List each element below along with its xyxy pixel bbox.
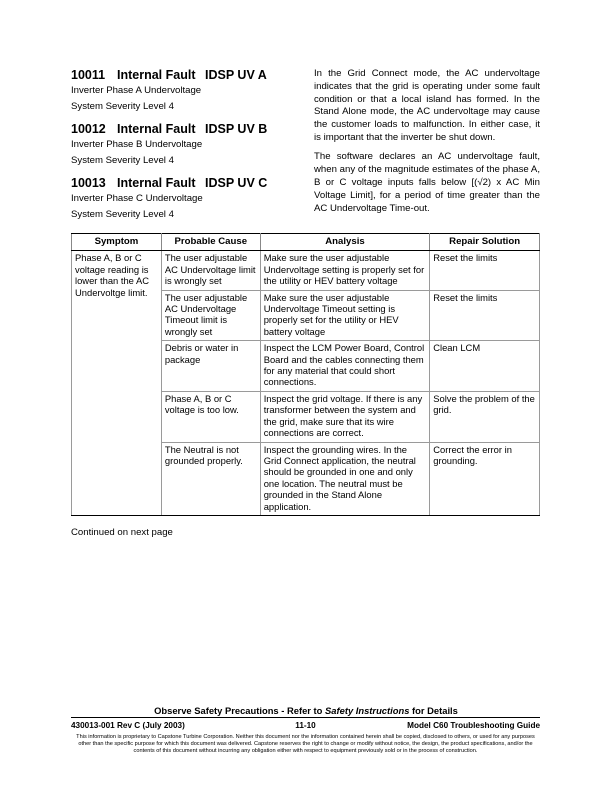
fault-name: Internal Fault xyxy=(117,122,196,136)
troubleshooting-table xyxy=(71,233,540,516)
table-row xyxy=(72,251,540,290)
fault-tag: IDSP UV C xyxy=(205,176,268,190)
safety-notice xyxy=(0,705,612,716)
footer-divider xyxy=(71,717,540,718)
solution-cell: Solve the problem of the grid. xyxy=(430,391,540,442)
symptom-cell: Phase A, B or C voltage reading is lower than the AC Undervoltge limit. xyxy=(72,251,162,516)
analysis-cell: Inspect the grid voltage. If there is any transformer between the system and the grid, make sure that its wire connections are correct. xyxy=(260,391,430,442)
fault-severity: System Severity Level 4 xyxy=(71,155,174,166)
fault-heading xyxy=(71,68,301,83)
fault-heading xyxy=(71,122,301,137)
fault-heading xyxy=(71,176,301,191)
fault-description: Inverter Phase C Undervoltage xyxy=(71,193,203,204)
analysis-cell: Make sure the user adjustable Undervoltage Timeout setting is properly set for the utility or HEV battery voltage xyxy=(260,290,430,341)
page-number: 11-10 xyxy=(295,721,316,730)
header-probable-cause: Probable Cause xyxy=(161,234,260,251)
fault-description: Inverter Phase A Undervoltage xyxy=(71,85,202,96)
fault-description: Inverter Phase B Undervoltage xyxy=(71,139,203,150)
cause-cell: Phase A, B or C voltage is too low. xyxy=(161,391,260,442)
fault-tag: IDSP UV A xyxy=(205,68,267,82)
explanation-paragraph-2: The software declares an AC undervoltage fault, when any of the magnitude estimates of the phase A, B or C voltage inputs falls below [(√2) x AC Min Voltage Limit], for a period of time greater than the AC Undervoltage Time-out. xyxy=(314,151,540,214)
proprietary-disclaimer: This information is proprietary to Capstone Turbine Corporation. Neither this document nor the information contained herein shall be copied, disclosed to others, or used for any purposes other than the specific purpose for which this document was delivered. Capstone reserves the right to change or modify without notice, the design, the product specifications, and/or the contents of this document without incurring any obligation either with respect to equipment previously sold or in the process of construction. xyxy=(76,734,535,755)
cause-cell: The Neutral is not grounded properly. xyxy=(161,442,260,515)
fault-severity: System Severity Level 4 xyxy=(71,209,174,220)
document-title: Model C60 Troubleshooting Guide xyxy=(407,721,540,730)
cause-cell: Debris or water in package xyxy=(161,341,260,392)
cause-cell: The user adjustable AC Undervoltage limit is wrongly set xyxy=(161,251,260,290)
safety-suffix: for Details xyxy=(409,705,458,716)
header-repair-solution: Repair Solution xyxy=(430,234,540,251)
solution-cell: Reset the limits xyxy=(430,251,540,290)
fault-entry-10011 xyxy=(71,68,301,115)
fault-name: Internal Fault xyxy=(117,176,196,190)
fault-list xyxy=(71,68,301,230)
solution-cell: Reset the limits xyxy=(430,290,540,341)
fault-entry-10012 xyxy=(71,122,301,169)
fault-entry-10013 xyxy=(71,176,301,223)
fault-name: Internal Fault xyxy=(117,68,196,82)
header-symptom: Symptom xyxy=(72,234,162,251)
safety-prefix: Observe Safety Precautions - Refer to xyxy=(154,705,326,716)
fault-severity: System Severity Level 4 xyxy=(71,101,174,112)
fault-tag: IDSP UV B xyxy=(205,122,268,136)
document-number: 430013-001 Rev C (July 2003) xyxy=(71,721,185,730)
fault-code: 10011 xyxy=(71,68,106,82)
analysis-cell: Inspect the grounding wires. In the Grid Connect application, the neutral should be grounded in one and only one location. The neutral must be grounded in the Stand Alone application. xyxy=(260,442,430,515)
analysis-cell: Make sure the user adjustable Undervoltage setting is properly set for the utility or HEV battery voltage xyxy=(260,251,430,290)
header-analysis: Analysis xyxy=(260,234,430,251)
solution-cell: Correct the error in grounding. xyxy=(430,442,540,515)
continued-note: Continued on next page xyxy=(71,527,173,538)
safety-instructions-reference: Safety Instructions xyxy=(325,705,410,716)
analysis-cell: Inspect the LCM Power Board, Control Board and the cables connecting them for any material that could short connections. xyxy=(260,341,430,392)
fault-code: 10012 xyxy=(71,122,106,136)
fault-code: 10013 xyxy=(71,176,106,190)
cause-cell: The user adjustable AC Undervoltage Timeout limit is wrongly set xyxy=(161,290,260,341)
explanation-paragraph-1: In the Grid Connect mode, the AC undervoltage indicates that the grid is operating under some fault condition or that a local island has formed. In the Stand Alone mode, the AC undervoltage may cause the customer loads to malfunction. In either case, it is important that the inverter be shut down. xyxy=(314,68,540,143)
table-header-row xyxy=(72,234,540,251)
solution-cell: Clean LCM xyxy=(430,341,540,392)
fault-explanation xyxy=(314,68,540,222)
